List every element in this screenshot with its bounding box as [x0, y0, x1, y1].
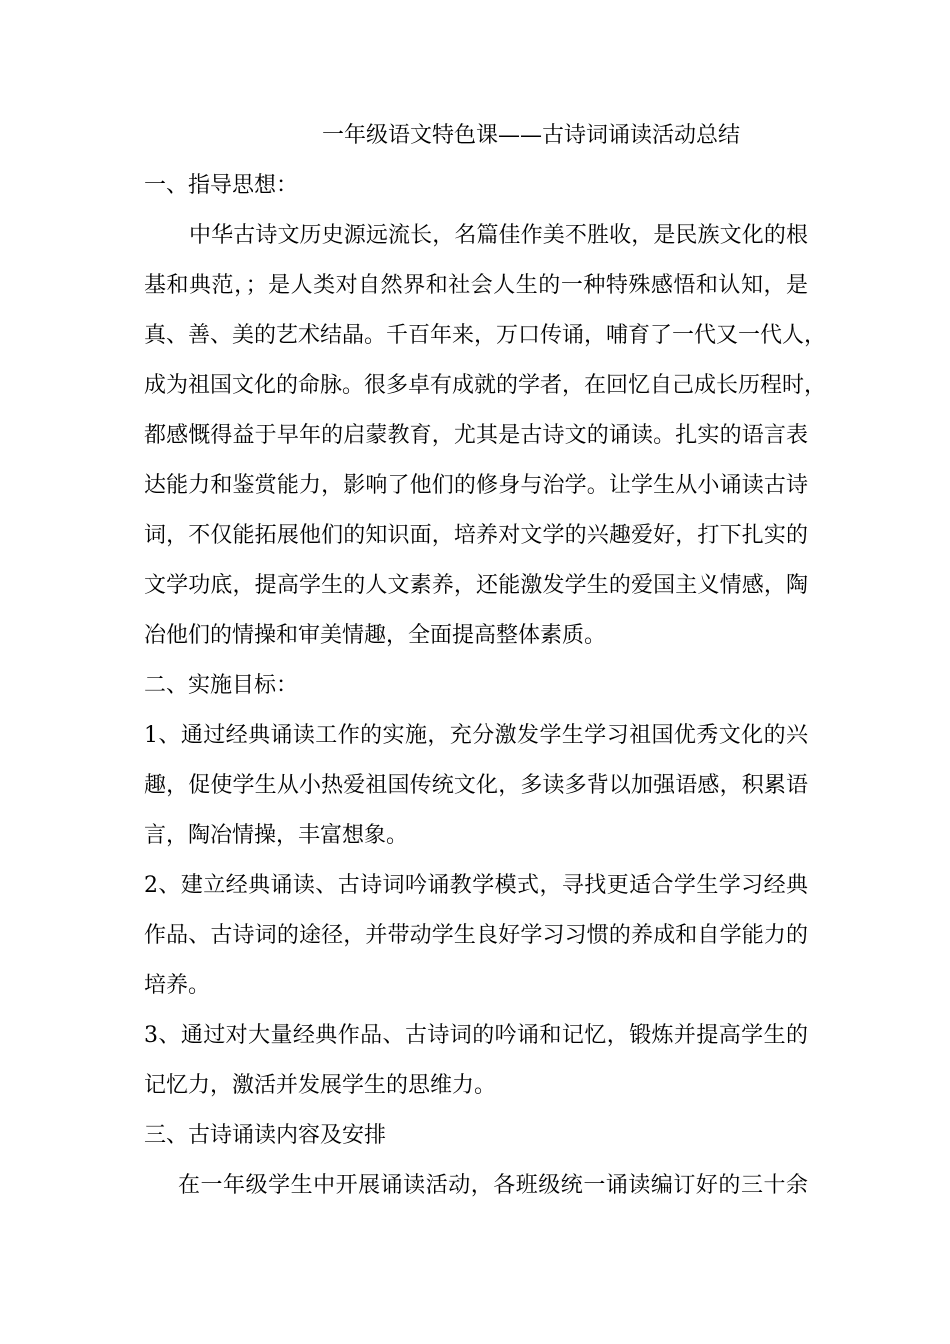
list-item-line: 1、通过经典诵读工作的实施，充分激发学生学习祖国优秀文化的兴: [144, 723, 808, 748]
list-item-line: 作品、古诗词的途径，并带动学生良好学习习惯的养成和自学能力的: [144, 923, 808, 948]
paragraph-line: 基和典范，；是人类对自然界和社会人生的一种特殊感悟和认知，是: [144, 273, 808, 298]
paragraph-line: 成为祖国文化的命脉。很多卓有成就的学者，在回忆自己成长历程时，: [144, 373, 827, 398]
paragraph-line: 在一年级学生中开展诵读活动，各班级统一诵读编订好的三十余: [178, 1173, 808, 1198]
paragraph-line: 都感慨得益于早年的启蒙教育，尤其是古诗文的诵读。扎实的语言表: [144, 423, 808, 448]
section-heading-goals: 二、实施目标：: [144, 673, 299, 698]
paragraph-line: 达能力和鉴赏能力，影响了他们的修身与治学。让学生从小诵读古诗: [144, 473, 808, 498]
list-item-line: 言，陶冶情操，丰富想象。: [144, 823, 409, 848]
list-item-line: 培养。: [144, 973, 211, 998]
document-title: 一年级语文特色课——古诗词诵读活动总结: [322, 123, 741, 148]
paragraph-line: 词，不仅能拓展他们的知识面，培养对文学的兴趣爱好，打下扎实的: [144, 523, 808, 548]
paragraph-line: 文学功底，提高学生的人文素养，还能激发学生的爱国主义情感，陶: [144, 573, 808, 598]
paragraph-line: 冶他们的情操和审美情趣，全面提高整体素质。: [144, 623, 607, 648]
list-item-line: 趣，促使学生从小热爱祖国传统文化，多读多背以加强语感，积累语: [144, 773, 808, 798]
paragraph-line: 真、善、美的艺术结晶。千百年来，万口传诵，哺育了一代又一代人，: [144, 323, 827, 348]
list-item-line: 记忆力，激活并发展学生的思维力。: [144, 1073, 497, 1098]
paragraph-line: 中华古诗文历史源远流长，名篇佳作美不胜收，是民族文化的根: [189, 223, 808, 248]
list-item-line: 3、通过对大量经典作品、古诗词的吟诵和记忆，锻炼并提高学生的: [144, 1023, 808, 1048]
list-item-line: 2、建立经典诵读、古诗词吟诵教学模式，寻找更适合学生学习经典: [144, 873, 808, 898]
section-heading-content: 三、古诗诵读内容及安排: [144, 1123, 387, 1148]
section-heading-guiding-thought: 一、指导思想：: [144, 173, 299, 198]
